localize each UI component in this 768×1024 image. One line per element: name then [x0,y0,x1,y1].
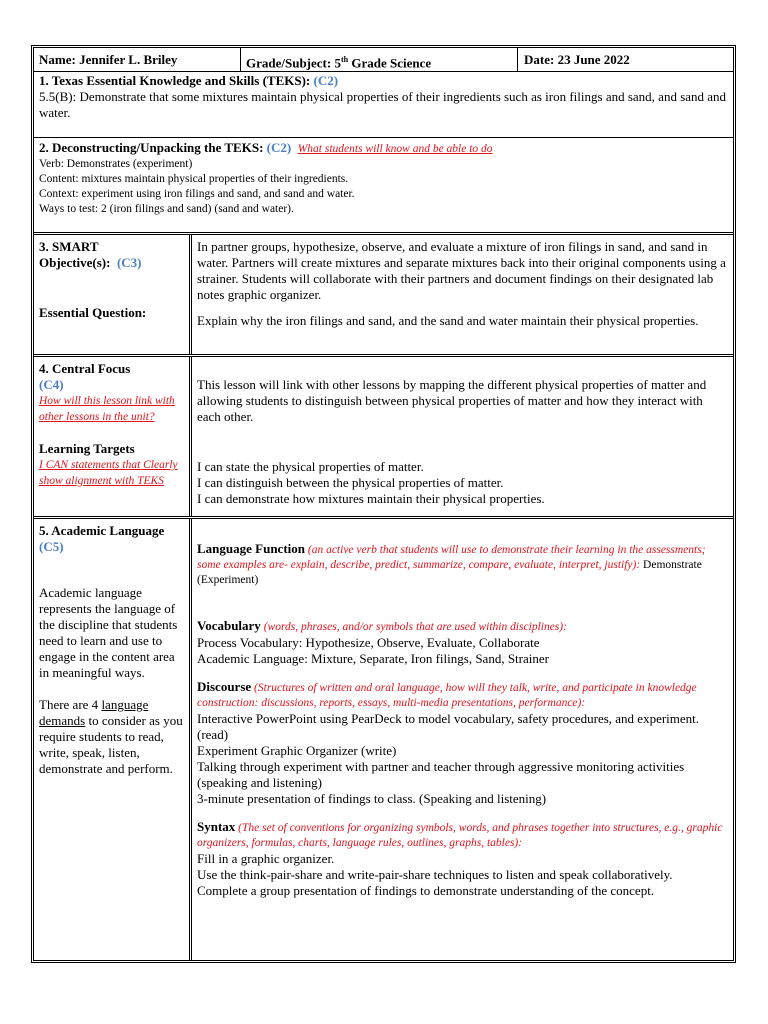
teks-title: 1. Texas Essential Knowledge and Skills (TEKS): [39,73,311,88]
lesson-plan-document [31,45,736,963]
academic-language-section: 5. Academic Language (C5) Academic language represents the language of the discipline that students need to learn and use to engage in the content area in meaningful ways. There are 4 language demands to consider as you require students to read, write, speak, listen, demonstrate and perform. Language Function (an active verb that students will use to demonstrate their learning in the assessments; some examples are- explain, describe, predict, summarize, compare, evaluate, interpret, justify): Demonstrate (Experiment) Vocabulary (words, phrases, and/or symbols that are used within disciplines): Process Vocabulary: Hypothesize, Observe, Evaluate, Collaborate Academic Language: Mixture, Separate, Iron filings, Sand, Strainer Discourse (Structures of written and oral language, how will they talk, write, and participate in knowledge construction: discussions, reports, essays, multi-media presentations, performance): Interactive PowerPoint using PearDeck to model vocabulary, safety procedures, and experiment. (read) Experiment Graphic Organizer (write) Talking through experiment with partner and teacher through aggressive monitoring activities (speaking and listening) 3-minute presentation of findings to class. (Speaking and listening) Syntax (The set of conventions for organizing symbols, words, and phrases together into structures, e.g., graphic organizers, formulas, charts, language rules, outlines, graphs, tables): Fill in a graphic organizer. Use the think-pair-share and write-pair-share techniques to listen and speak collaboratively. Complete a group presentation of findings to demonstrate understanding of the concept. [34,519,733,960]
smart-objective: In partner groups, hypothesize, observe, and evaluate a mixture of iron filings in sand, and sand in water. Partners will create mixtures and separate mixtures back into their original components using a strainer. Students will collaborate with their partners and document findings on their designated lab notes graphic organizer. [197,239,726,302]
language-function-value: Demonstrate (Experiment) [197,559,702,586]
language-demands-note: There are 4 language demands to consider as you require students to read, write, speak, listen, demonstrate and perform. [39,697,183,776]
smart-section [34,235,733,357]
learning-targets-label: Learning Targets [39,441,135,456]
discourse-line: Experiment Graphic Organizer (write) [197,743,397,758]
syntax-line: Use the think-pair-share and write-pair-share techniques to listen and speak collaboratively. [197,867,673,882]
discourse-label: Discourse [197,679,252,694]
teks-text: 5.5(B): Demonstrate that some mixtures maintain physical properties of their ingredients such as iron filings and sand, and sand and water. [39,89,727,120]
central-focus-title: 4. Central Focus [39,361,131,376]
teacher-name: Jennifer L. Briley [79,52,178,67]
date-value: 23 June 2022 [557,52,630,67]
deconstruct-line: Context: experiment using iron filings and sand, and sand and water. [39,188,355,200]
teks-section: 1. Texas Essential Knowledge and Skills (TEKS): (C2) 5.5(B): Demonstrate that some mixtures maintain physical properties of their ingredients such as iron filings and sand, and sand and water. [34,72,733,138]
date-cell: Date: 23 June 2022 [524,52,630,67]
learning-target: I can distinguish between the physical properties of matter. [197,475,504,490]
deconstruct-section: 2. Deconstructing/Unpacking the TEKS: (C2) What students will know and be able to do Verb: Demonstrates (experiment) Content: mixtures maintain physical properties of their ingredients. Context: experiment using iron filings and sand, and sand and water. Ways to test: 2 (iron filings and sand) (sand and water). [34,138,733,235]
deconstruct-title: 2. Deconstructing/Unpacking the TEKS: [39,140,264,155]
essential-question: Explain why the iron filings and sand, and the sand and water maintain their physical properties. [197,313,699,328]
essential-question-label: Essential Question: [39,305,147,320]
deconstruct-line: Verb: Demonstrates (experiment) [39,158,193,170]
header-row [34,48,733,72]
grade-value: 5 [334,55,341,71]
central-focus-hint: How will this lesson link with other lessons in the unit? [39,395,175,423]
vocabulary-line: Process Vocabulary: Hypothesize, Observe, Evaluate, Collaborate [197,635,540,650]
grade-cell: Grade/Subject: 5th Grade Science [246,55,432,71]
academic-language-title: 5. Academic Language [39,523,165,538]
syntax-label: Syntax [197,819,236,834]
learning-target: I can demonstrate how mixtures maintain their physical properties. [197,491,545,506]
learning-targets-hint: I CAN statements that Clearly show alignment with TEKS [39,459,178,487]
syntax-line: Complete a group presentation of findings to demonstrate understanding of the concept. [197,883,655,898]
academic-language-description: Academic language represents the language of the discipline that students need to learn and use to engage in the content area in meaningful ways. [39,585,178,680]
deconstruct-hint: What students will know and be able to do [297,143,493,155]
discourse-line: Interactive PowerPoint using PearDeck to model vocabulary, safety procedures, and experiment. (read) [197,711,700,742]
deconstruct-line: Content: mixtures maintain physical properties of their ingredients. [39,173,349,185]
discourse-line: Talking through experiment with partner and teacher through aggressive monitoring activities (speaking and listening) [197,759,685,790]
central-focus-section: 4. Central Focus (C4) How will this lesson link with other lessons in the unit? Learning Targets I CAN statements that Clearly show alignment with TEKS This lesson will link with other lessons by mapping the different physical properties of matter and allowing students to distinguish between physical properties of matter and how they interact with each other. I can state the physical properties of matter. I can distinguish between the physical properties of matter. I can demonstrate how mixtures maintain their physical properties. [34,357,733,519]
smart-title: 3. SMART Objective(s): (C3) [39,239,142,270]
name-cell: Name: Jennifer L. Briley [39,52,178,67]
deconstruct-line: Ways to test: 2 (iron filings and sand) (sand and water). [39,203,294,215]
language-function-label: Language Function [197,541,305,556]
learning-target: I can state the physical properties of matter. [197,459,424,474]
vocabulary-label: Vocabulary [197,618,261,633]
discourse-line: 3-minute presentation of findings to class. (Speaking and listening) [197,791,547,806]
central-focus-text: This lesson will link with other lessons by mapping the different physical properties of matter and allowing students to distinguish between physical properties of matter and how they interact with each other. [197,377,707,424]
syntax-line: Fill in a graphic organizer. [197,851,335,866]
vocabulary-line: Academic Language: Mixture, Separate, Iron filings, Sand, Strainer [197,651,549,666]
